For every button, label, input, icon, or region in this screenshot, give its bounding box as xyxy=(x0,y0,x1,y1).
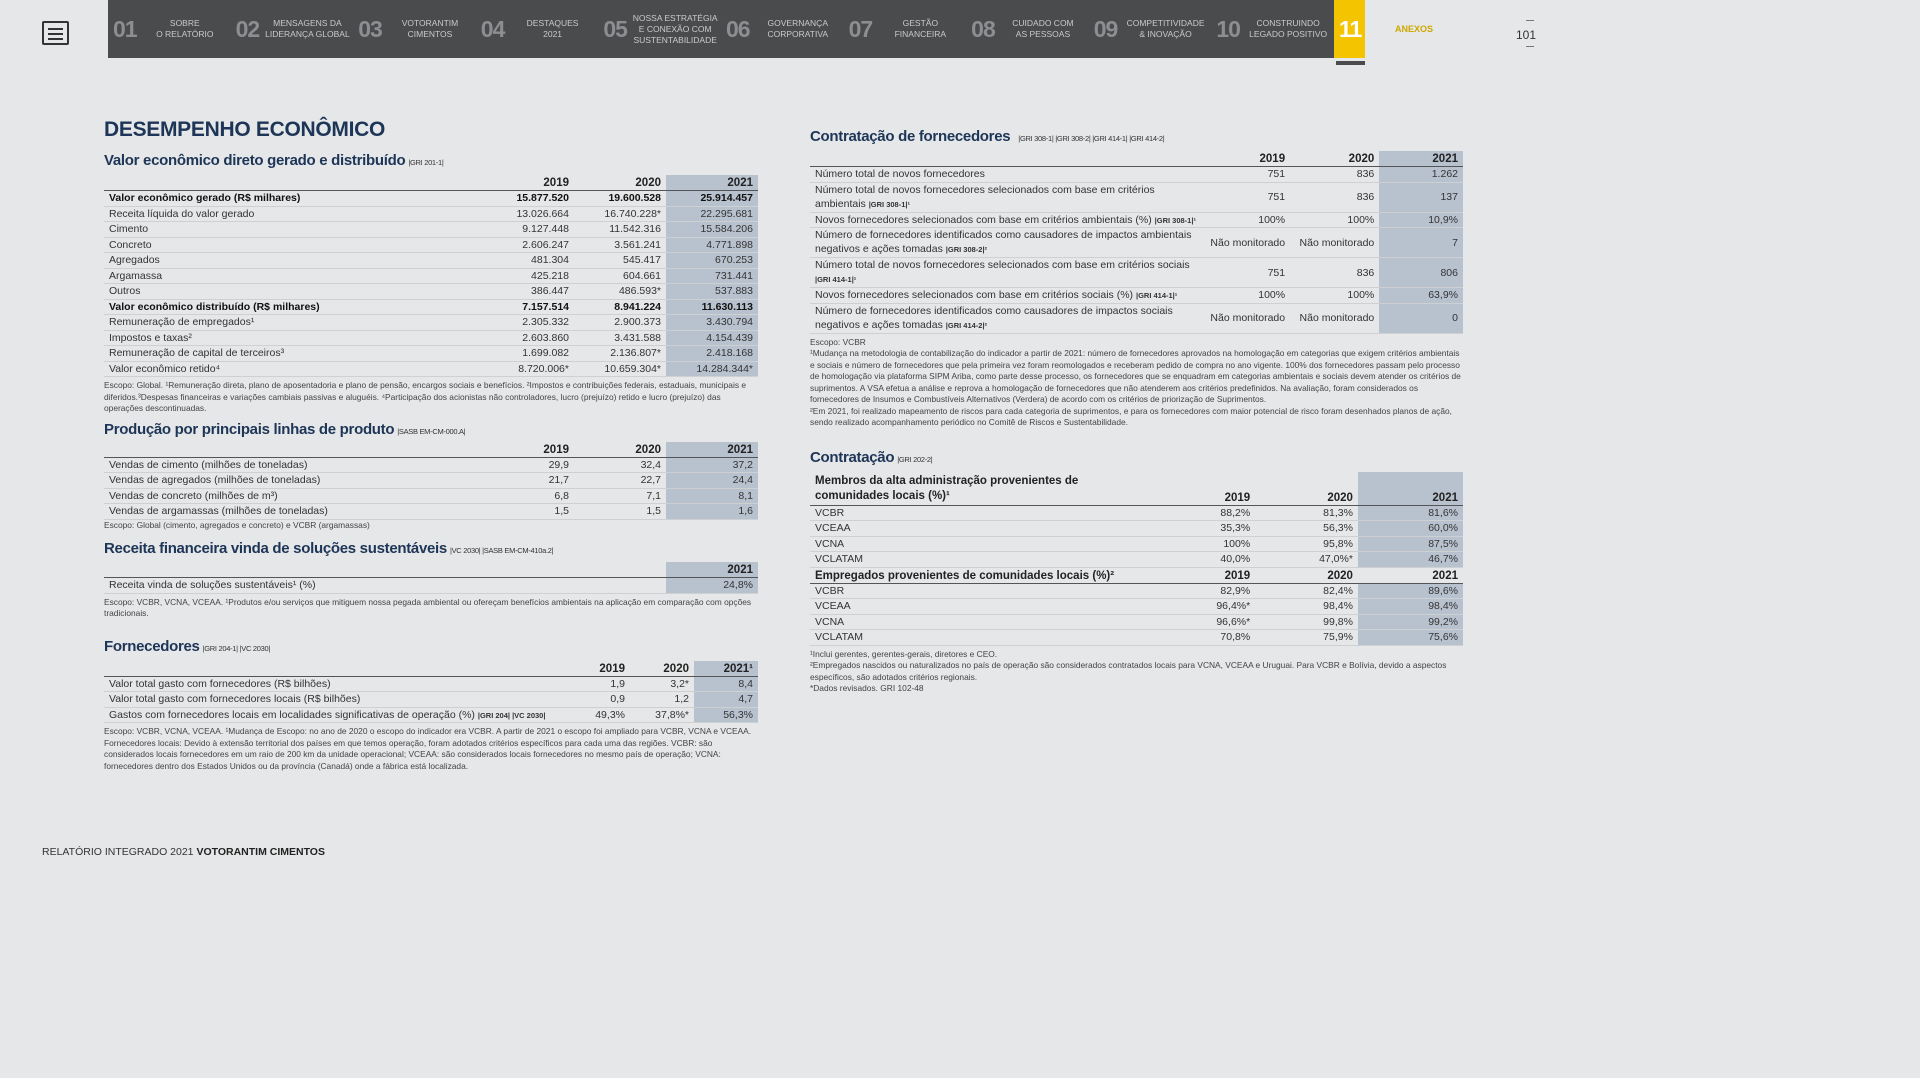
table-row: Concreto 2.606.247 3.561.241 4.771.898 xyxy=(104,237,758,253)
nav-chapter-04[interactable]: 04 DESTAQUES 2021 xyxy=(480,15,579,42)
right-column xyxy=(810,128,1463,695)
table-row: Gastos com fornecedores locais em localidades significativas de operação (%) |GRI 204| |VC 2030| 49,3% 37,8%* 56,3% xyxy=(104,707,758,723)
table-row: Impostos e taxas² 2.603.860 3.431.588 4.154.439 xyxy=(104,330,758,346)
nav-chapter-06[interactable]: 06 GOVERNANÇA CORPORATIVA xyxy=(725,15,829,42)
note-valor-economico: Escopo: Global. ¹Remuneração direta, plano de aposentadoria e plano de pensão, encargos sociais e benefícios. ²Impostos e contribuições federais, estaduais, municipais e diferidos.³Despesas financeiras e variações cambiais passivas e aluguéis. ⁴Participação dos acionistas não controladores, lucro (prejuízo) retido e lucro (prejuízo) das operações descontinuadas. xyxy=(104,380,747,413)
table-row: Novos fornecedores selecionados com base em critérios sociais (%) |GRI 414-1|¹ 100% 100% 63,9% xyxy=(810,288,1463,304)
table-row: Vendas de cimento (milhões de toneladas) 29,9 32,4 37,2 xyxy=(104,457,758,473)
note-contratacao-fornecedores: Escopo: VCBR ¹Mudança na metodologia de contabilização do indicador a partir de 2021: número de fornecedores aprovados na homologação em categorias que exigem critérios ambientais e sociais e número de fornecedores que pela primeira vez foram reomologados e receberam pedido de compra no ano vigente. 100% dos fornecedores passam pelo processo de homologação via plataforma SIPM Ariba, como parte desse processo, os fornecedores que se enquadram em categorias ambientais e sociais devem atender os critérios de suprimentos. A VSA efetua a análise e reprova a homologação de fornecedores que não atenderem aos critérios predefinidos. Na avaliação, foram considerados os fornecedores de Insumos e Combustíveis Alternativos (Verdera) de acordo com os critérios de priorização de Suprimentos. ²Em 2021, foi realizado mapeamento de riscos para cada categoria de suprimentos, e para os fornecedores com maior potencial de risco foram desenhados planos de ação, sendo realizado acompanhamento periódico no Comitê de Riscos e Sustentabilidade. xyxy=(810,336,1461,427)
note-receita-sustentavel: Escopo: VCBR, VCNA, VCEAA. ¹Produtos e/ou serviços que mitiguem nossa pegada ambiental ou ofereçam benefícios ambientais na aplicação em comparação com opções tradicionais. xyxy=(104,596,752,618)
nav-anexos-link[interactable]: ANEXOS xyxy=(1395,24,1434,34)
table-valor-economico: 2019 2020 2021 Valor econômico gerado (R$ milhares) 15.877.520 19.600.528 25.914.457 Receita líquida do valor gerado 13.026.664 16.740.228* 22.295.681 Cimento 9.127.448 11.542.316 15.584.206 Concreto 2.606.247 3.561.241 4.771.898 Agregados 481.304 545.417 670.253 Argamassa 425.218 604.661 731.441 Outros 386.447 486.593* 537.883 Valor econômico distribuído (R$ milhares) 7.157.514 8.941.224 11.630.113 Remuneração de empregados¹ 2.305.332 2.900.373 3.430.794 Impostos e taxas² 2.603.860 3.431.588 4.154.439 Remuneração de capital de terceiros³ 1.699.082 2.136.807* 2.418.168 Valor econômico retido⁴ 8.720.006* 10.659.304* 14.284.344* xyxy=(104,175,758,377)
table-contratacao-fornecedores: 2019 2020 2021 Número total de novos fornecedores 751 836 1.262 Número total de novos fornecedores selecionados com base em critérios ambientais |GRI 308-1|¹ 751 836 137 Novos fornecedores selecionados com base em critérios ambientais (%) |GRI 308-1|¹ 100% 100% 10,9% Número de fornecedores identificados como causadores de impactos ambientais negativos e ações tomadas |GRI 308-2|² Não monitorado Não monitorado 7 Número total de novos fornecedores selecionados com base em critérios sociais |GRI 414-1|¹ 751 836 806 Novos fornecedores selecionados com base em critérios sociais (%) |GRI 414-1|¹ 100% 100% 63,9% Número de fornecedores identificados como causadores de impactos sociais negativos e ações tomadas |GRI 414-2|² Não monitorado Não monitorado 0 xyxy=(810,151,1463,334)
table-row: VCBR 88,2% 81,3% 81,6% xyxy=(810,505,1463,521)
active-chapter-indicator xyxy=(1336,61,1365,65)
table-row: Receita líquida do valor gerado 13.026.664 16.740.228* 22.295.681 xyxy=(104,206,758,222)
section-heading-fornecedores: Fornecedores |GRI 204-1| |VC 2030| xyxy=(104,637,270,655)
section-heading-producao: Produção por principais linhas de produto |SASB EM-CM-000.A| xyxy=(104,420,466,438)
table-row: Outros 386.447 486.593* 537.883 xyxy=(104,284,758,300)
section-heading-contratacao-fornecedores: Contratação de fornecedores |GRI 308-1| |GRI 308-2| |GRI 414-1| |GRI 414-2| xyxy=(810,128,1165,145)
nav-chapter-10[interactable]: 10 CONSTRUINDO LEGADO POSITIVO xyxy=(1216,15,1328,42)
table-row: Valor total gasto com fornecedores (R$ bilhões) 1,9 3,2* 8,4 xyxy=(104,676,758,692)
table-row: VCEAA 96,4%* 98,4% 98,4% xyxy=(810,599,1463,615)
table-producao: 2019 2020 2021 Vendas de cimento (milhões de toneladas) 29,9 32,4 37,2 Vendas de agregados (milhões de toneladas) 21,7 22,7 24,4 Vendas de concreto (milhões de m³) 6,8 7,1 8,1 Vendas de argamassas (milhões de toneladas) 1,5 1,5 1,6 xyxy=(104,442,758,520)
note-producao: Escopo: Global (cimento, agregados e concreto) e VCBR (argamassas) xyxy=(104,519,370,530)
table-row: VCBR 82,9% 82,4% 89,6% xyxy=(810,583,1463,599)
note-contratacao: ¹Inclui gerentes, gerentes-gerais, diretores e CEO. ²Empregados nascidos ou naturalizados no país de operação são considerados contratados locais para VCNA, VCEAA e Uruguai. Para VCBR e Bolívia, devido a aspectos específicos, são adotados critérios regionais. *Dados revisados. GRI 102-48 xyxy=(810,648,1447,693)
nav-chapter-active[interactable]: 11 xyxy=(1334,0,1365,58)
table-fornecedores: 2019 2020 2021¹ Valor total gasto com fornecedores (R$ bilhões) 1,9 3,2* 8,4 Valor total gasto com fornecedores locais (R$ bilhões) 0,9 1,2 4,7 Gastos com fornecedores locais em localidades significativas de operação (%) |GRI 204| |VC 2030| 49,3% 37,8%* 56,3% xyxy=(104,661,758,724)
nav-chapter-07[interactable]: 07 GESTÃO FINANCEIRA xyxy=(848,15,947,42)
table-row: Número total de novos fornecedores selecionados com base em critérios sociais |GRI 414-1|¹ 751 836 806 xyxy=(810,258,1463,288)
note-fornecedores: Escopo: VCBR, VCNA, VCEAA. ¹Mudança de Escopo: no ano de 2020 o escopo do indicador era VCBR. A partir de 2021 o escopo foi ampliado para VCBR, VCNA e VCEAA. Fornecedores locais: Devido à extensão territorial dos países em que temos operação, foram adotados critérios específicos para cada uma das regiões. VCBR: são considerados locais fornecedores em um raio de 200 km da unidade operacional; VCEAA: são considerados locais fornecedores no mesmo país de operação; VCNA: fornecedores dentro dos Estados Unidos ou da província (Canadá) onde a fábrica está localizada. xyxy=(104,726,752,771)
table-row: Argamassa 425.218 604.661 731.441 xyxy=(104,268,758,284)
table-receita-sustentavel: 2021 Receita vinda de soluções sustentáveis¹ (%) 24,8% xyxy=(104,562,758,594)
table-row: Número total de novos fornecedores selecionados com base em critérios ambientais |GRI 308-1|¹ 751 836 137 xyxy=(810,182,1463,212)
table-row: VCNA 100% 95,8% 87,5% xyxy=(810,536,1463,552)
table-contratacao: Membros da alta administração provenientes de comunidades locais (%)¹ 2019 2020 2021 VCBR 88,2% 81,3% 81,6% VCEAA 35,3% 56,3% 60,0% VCNA 100% 95,8% 87,5% VCLATAM 40,0% 47,0%* 46,7% Empregados provenientes de comunidades locais (%)² 2019 2020 2021 VCBR 82,9% 82,4% 89,6% VCEAA 96,4%* 98,4% 98,4% VCNA 96,6%* 99,8% 99,2% VCLATAM 70,8% 75,9% 75,6% xyxy=(810,472,1463,646)
table-row: Vendas de agregados (milhões de toneladas) 21,7 22,7 24,4 xyxy=(104,473,758,489)
section-heading-receita-sustentavel: Receita financeira vinda de soluções sustentáveis |VC 2030| |SASB EM-CM-410a.2| xyxy=(104,540,554,557)
table-row: Número de fornecedores identificados como causadores de impactos sociais negativos e ações tomadas |GRI 414-2|² Não monitorado Não monitorado 0 xyxy=(810,303,1463,333)
table-row: VCEAA 35,3% 56,3% 60,0% xyxy=(810,521,1463,537)
table-row: Valor total gasto com fornecedores locais (R$ bilhões) 0,9 1,2 4,7 xyxy=(104,692,758,708)
table-row: Remuneração de capital de terceiros³ 1.699.082 2.136.807* 2.418.168 xyxy=(104,346,758,362)
section-heading-contratacao: Contratação |GRI 202-2| xyxy=(810,448,933,466)
nav-chapter-02[interactable]: 02 MENSAGENS DA LIDERANÇA GLOBAL xyxy=(235,15,350,42)
section-heading-valor-economico: Valor econômico direto gerado e distribuído |GRI 201-1| xyxy=(104,152,444,169)
table-row: VCLATAM 70,8% 75,9% 75,6% xyxy=(810,630,1463,646)
nav-chapter-08[interactable]: 08 CUIDADO COM AS PESSOAS xyxy=(971,15,1074,42)
nav-chapter-05[interactable]: 05 NOSSA ESTRATÉGIA E CONEXÃO COM SUSTENTABILIDADE xyxy=(603,12,718,45)
table-row: Valor econômico retido⁴ 8.720.006* 10.659.304* 14.284.344* xyxy=(104,361,758,377)
left-column xyxy=(104,118,758,772)
page-divider-top xyxy=(1526,20,1534,21)
table-row: Número total de novos fornecedores 751 836 1.262 xyxy=(810,167,1463,183)
table-row: Cimento 9.127.448 11.542.316 15.584.206 xyxy=(104,222,758,238)
table-row: VCLATAM 40,0% 47,0%* 46,7% xyxy=(810,552,1463,568)
chapter-nav xyxy=(108,0,1365,58)
page-divider-bottom xyxy=(1526,46,1534,47)
table-row: Receita vinda de soluções sustentáveis¹ (%) 24,8% xyxy=(104,578,758,594)
table-row: VCNA 96,6%* 99,8% 99,2% xyxy=(810,614,1463,630)
nav-chapter-09[interactable]: 09 COMPETITIVIDADE & INOVAÇÃO xyxy=(1093,15,1205,42)
table-row: Remuneração de empregados¹ 2.305.332 2.900.373 3.430.794 xyxy=(104,315,758,331)
page-footer: RELATÓRIO INTEGRADO 2021 VOTORANTIM CIMENTOS xyxy=(42,846,325,858)
page-title: DESEMPENHO ECONÔMICO xyxy=(104,118,386,141)
table-row: Valor econômico distribuído (R$ milhares) 7.157.514 8.941.224 11.630.113 xyxy=(104,299,758,315)
table-row: Agregados 481.304 545.417 670.253 xyxy=(104,253,758,269)
menu-icon[interactable] xyxy=(42,21,69,45)
table-row: Vendas de argamassas (milhões de toneladas) 1,5 1,5 1,6 xyxy=(104,504,758,520)
nav-chapter-01[interactable]: 01 SOBRE O RELATÓRIO xyxy=(113,15,214,42)
table-row: Valor econômico gerado (R$ milhares) 15.877.520 19.600.528 25.914.457 xyxy=(104,191,758,207)
table-row: Vendas de concreto (milhões de m³) 6,8 7,1 8,1 xyxy=(104,488,758,504)
table-row: Novos fornecedores selecionados com base em critérios ambientais (%) |GRI 308-1|¹ 100% 100% 10,9% xyxy=(810,212,1463,228)
table-row: Número de fornecedores identificados como causadores de impactos ambientais negativos e ações tomadas |GRI 308-2|² Não monitorado Não monitorado 7 xyxy=(810,228,1463,258)
page-number: 101 xyxy=(1516,28,1537,42)
nav-chapter-03[interactable]: 03 VOTORANTIM CIMENTOS xyxy=(358,15,459,42)
